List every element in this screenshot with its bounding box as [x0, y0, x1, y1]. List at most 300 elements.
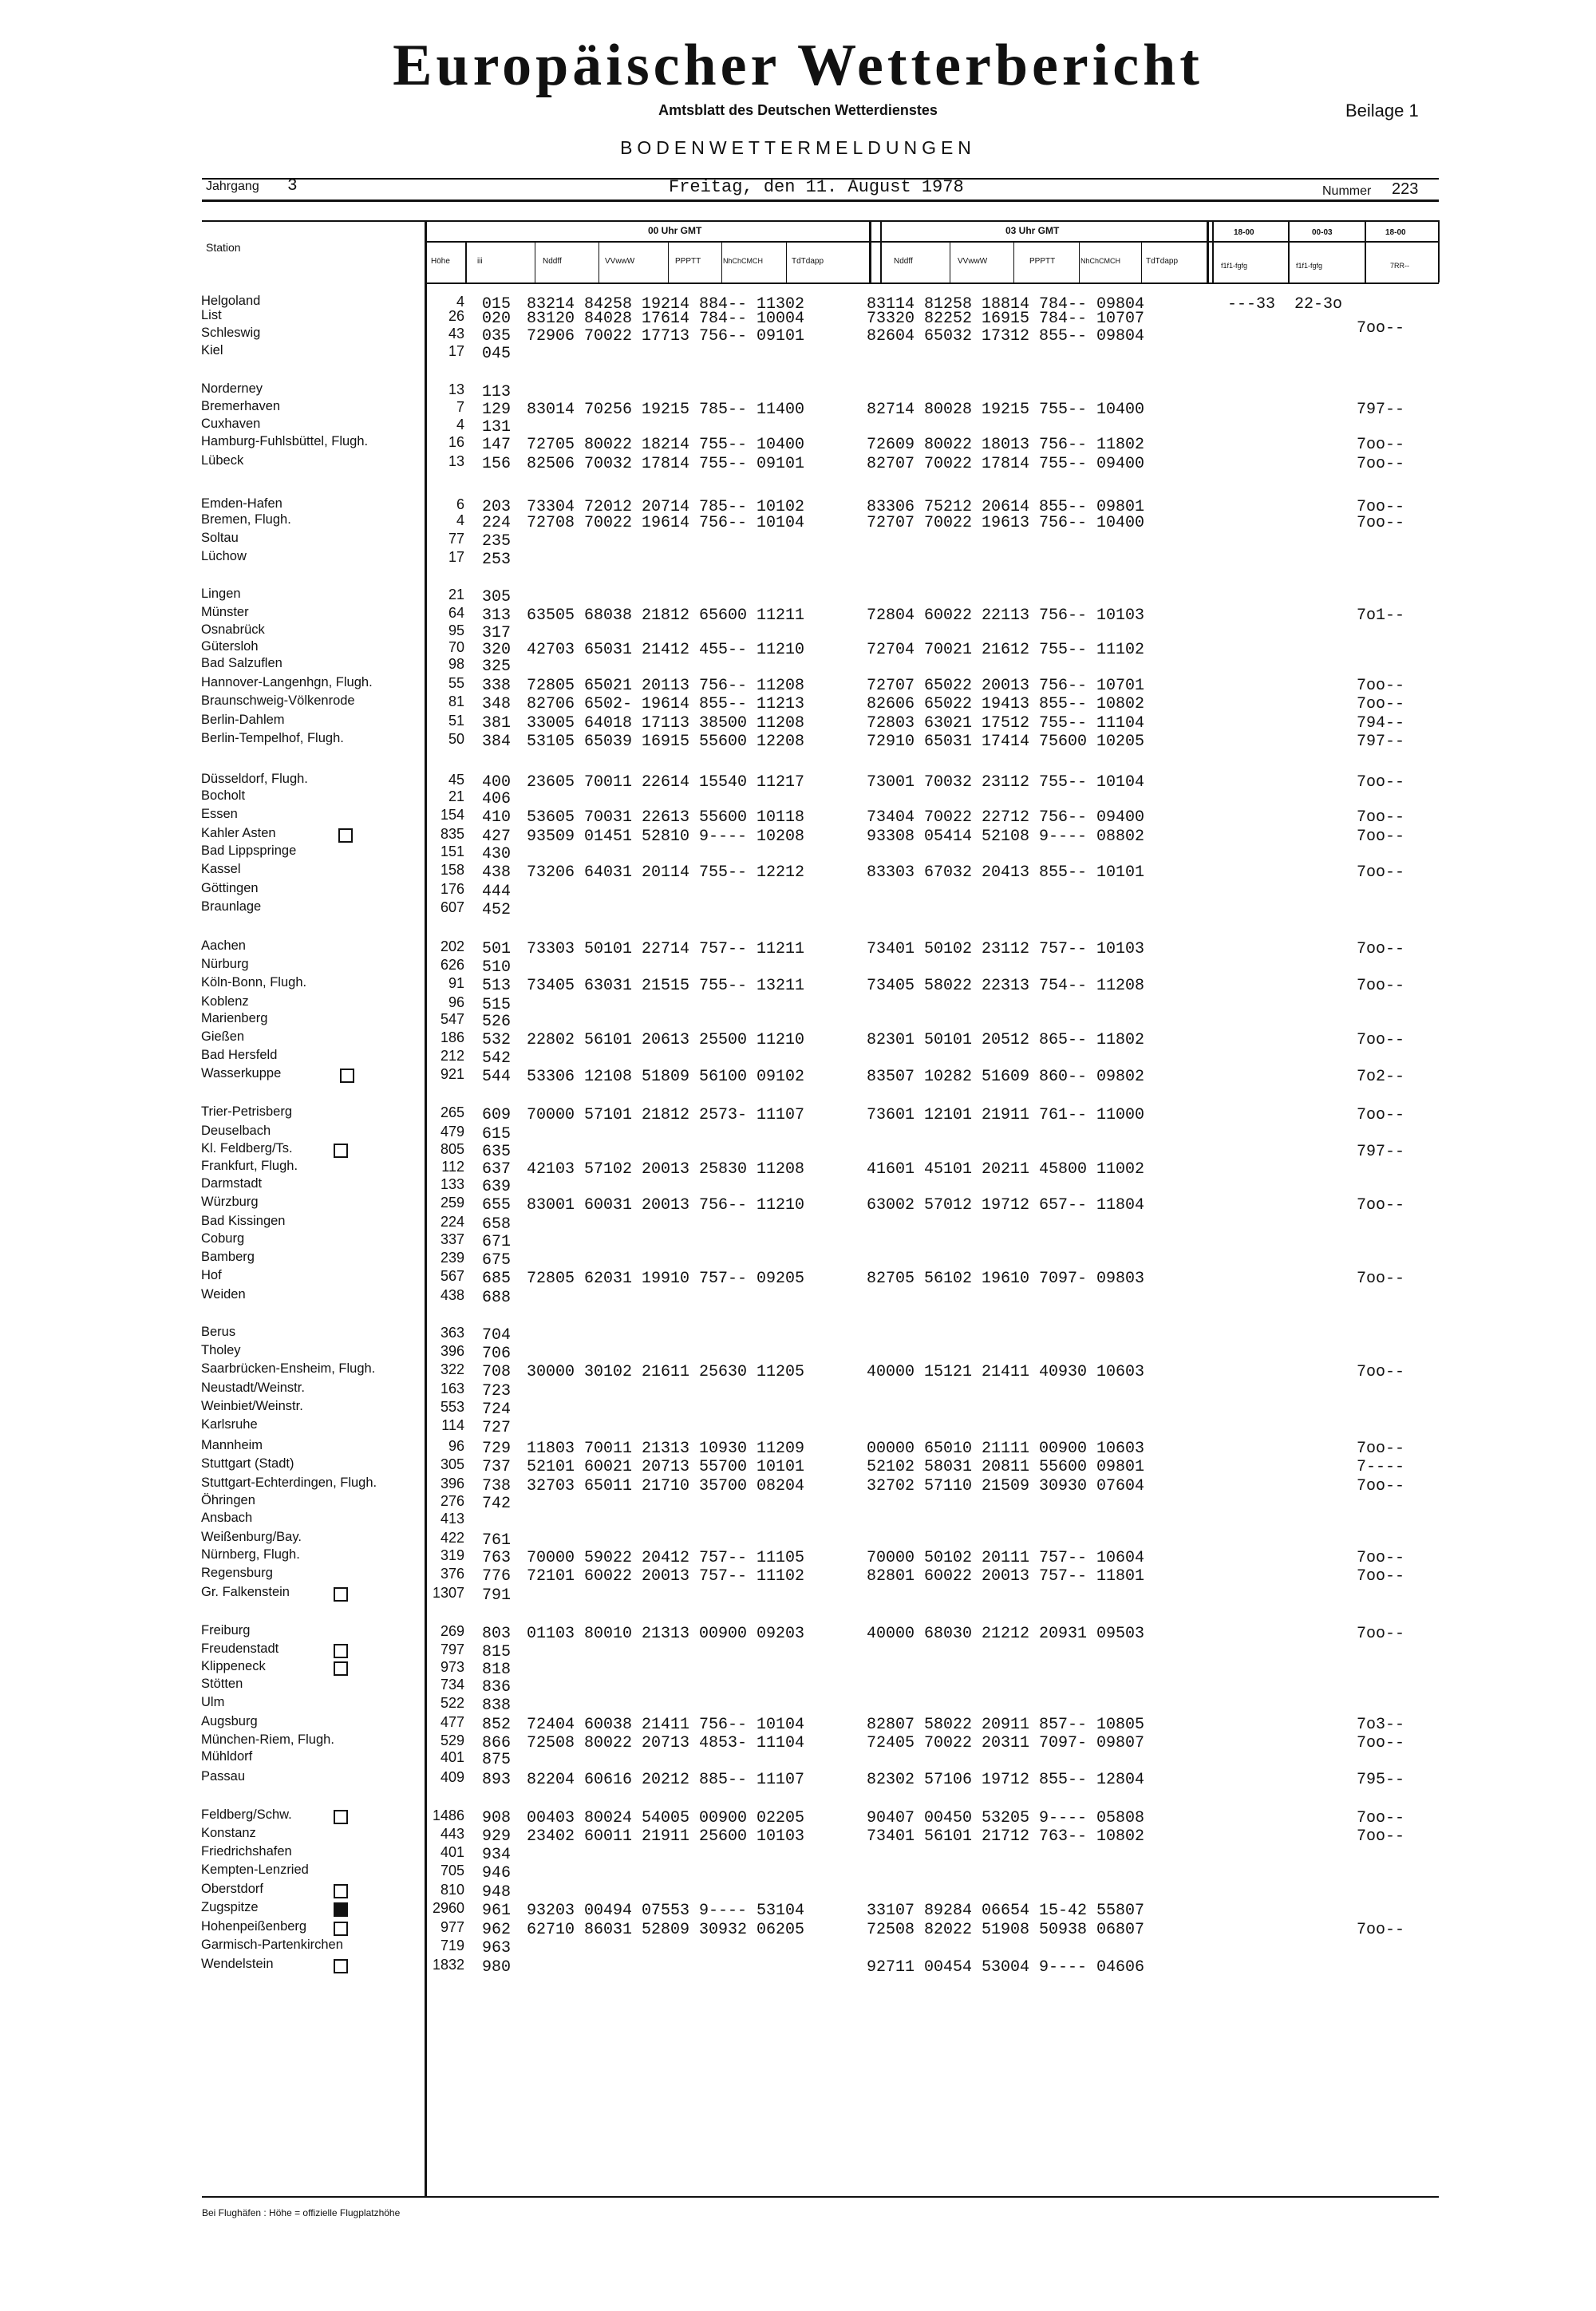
station-index: 929 — [482, 1827, 512, 1846]
station-index: 510 — [482, 958, 512, 977]
remark-group: 797-- — [1357, 401, 1405, 419]
station-name: Darmstadt — [201, 1176, 263, 1191]
station-index: 704 — [482, 1326, 512, 1345]
col-right-1: 18-00 — [1234, 228, 1254, 237]
station-height: 96 — [448, 1438, 464, 1454]
station-height: 95 — [448, 622, 464, 638]
vline-d4 — [1141, 241, 1142, 282]
station-name: List — [201, 308, 222, 322]
square-icon — [334, 1644, 348, 1658]
obs-03-gmt: 72508 82022 51908 50938 06807 — [867, 1921, 1145, 1939]
obs-03-gmt: 70000 50102 20111 757-- 10604 — [867, 1549, 1145, 1567]
station-name: Bad Kissingen — [201, 1214, 286, 1228]
station-index: 963 — [482, 1939, 512, 1957]
remark-group: 7oo-- — [1357, 1106, 1405, 1124]
station-name: Wendelstein — [201, 1957, 274, 1971]
obs-03-gmt: 93308 05414 52108 9---- 08802 — [867, 828, 1145, 846]
station-height: 363 — [440, 1325, 464, 1341]
vline-c3 — [668, 241, 669, 282]
station-height: 1307 — [432, 1585, 464, 1601]
square-icon — [340, 1069, 354, 1083]
vline-d3 — [1079, 241, 1080, 282]
remark-group: 7o1-- — [1357, 606, 1405, 625]
station-name: Kempten-Lenzried — [201, 1863, 309, 1877]
station-height: 186 — [440, 1029, 464, 1045]
col-right-3b: 7RR-- — [1390, 262, 1409, 270]
station-index: 513 — [482, 977, 512, 995]
station-index: 609 — [482, 1106, 512, 1124]
station-index: 325 — [482, 658, 512, 676]
station-height: 98 — [448, 656, 464, 672]
station-index: 934 — [482, 1846, 512, 1864]
square-icon — [334, 1810, 348, 1824]
station-height: 1832 — [432, 1957, 464, 1973]
obs-00-gmt: 70000 59022 20412 757-- 11105 — [527, 1549, 805, 1567]
vline-03-end — [1207, 220, 1209, 282]
station-height: 4 — [456, 417, 464, 433]
station-height: 401 — [440, 1749, 464, 1765]
square-icon — [334, 1587, 348, 1602]
station-name: Öhringen — [201, 1493, 255, 1507]
station-height: 96 — [448, 994, 464, 1010]
station-index: 866 — [482, 1734, 512, 1752]
col-b-tdtd: TdTdapp — [1146, 257, 1179, 266]
station-index: 961 — [482, 1902, 512, 1920]
col-right-2: 00-03 — [1312, 228, 1333, 237]
station-height: 91 — [448, 975, 464, 991]
station-name: Kahler Asten — [201, 826, 276, 840]
station-height: 305 — [440, 1456, 464, 1472]
remark-group: 7oo-- — [1357, 1827, 1405, 1846]
station-name: Freiburg — [201, 1623, 251, 1637]
remark-group: 7oo-- — [1357, 1549, 1405, 1567]
station-index: 035 — [482, 327, 512, 346]
remark-group: 7o2-- — [1357, 1068, 1405, 1086]
station-height: 977 — [440, 1919, 464, 1935]
obs-00-gmt: 72508 80022 20713 4853- 11104 — [527, 1734, 805, 1752]
station-name: Aachen — [201, 938, 246, 953]
station-name: Mannheim — [201, 1438, 263, 1452]
station-index: 738 — [482, 1477, 512, 1495]
station-height: 553 — [440, 1399, 464, 1415]
station-index: 893 — [482, 1771, 512, 1789]
station-index: 113 — [482, 383, 512, 401]
beilage-label: Beilage 1 — [1345, 101, 1419, 120]
station-name: Düsseldorf, Flugh. — [201, 772, 308, 786]
station-index: 838 — [482, 1697, 512, 1715]
station-name: Bocholt — [201, 788, 246, 803]
obs-00-gmt: 33005 64018 17113 38500 11208 — [527, 714, 805, 733]
station-height: 55 — [448, 675, 464, 691]
station-height: 921 — [440, 1066, 464, 1082]
square-icon — [334, 1959, 348, 1973]
station-name: Trier-Petrisberg — [201, 1104, 292, 1119]
vline-03-start — [880, 220, 882, 282]
col-right-1b: f1f1-fgfg — [1221, 262, 1248, 270]
col-station: Station — [206, 241, 241, 254]
remark-group: 7oo-- — [1357, 1031, 1405, 1049]
rule-date — [202, 199, 1439, 202]
obs-00-gmt: 82506 70032 17814 755-- 09101 — [527, 455, 805, 473]
station-name: Bad Hersfeld — [201, 1048, 278, 1062]
station-index: 706 — [482, 1345, 512, 1363]
station-name: Lübeck — [201, 453, 244, 468]
obs-03-gmt: 72910 65031 17414 75600 10205 — [867, 733, 1145, 751]
nummer-value: 223 — [1392, 180, 1419, 198]
station-name: Freudenstadt — [201, 1641, 279, 1656]
station-index: 655 — [482, 1196, 512, 1215]
station-index: 723 — [482, 1382, 512, 1400]
station-height: 1486 — [432, 1807, 464, 1823]
section-title: BODENWETTERMELDUNGEN — [620, 137, 976, 158]
station-height: 112 — [441, 1159, 464, 1175]
station-height: 51 — [448, 713, 464, 729]
station-height: 114 — [441, 1417, 464, 1433]
footnote: Bei Flughäfen : Höhe = offizielle Flugplatzhöhe — [202, 2207, 401, 2218]
station-name: Braunschweig-Völkenrode — [201, 693, 355, 708]
remark-group: 7---- — [1357, 1458, 1405, 1476]
station-index: 776 — [482, 1567, 512, 1586]
remark-group: 797-- — [1357, 1143, 1405, 1161]
remark-group: 7oo-- — [1357, 1625, 1405, 1643]
station-index: 147 — [482, 436, 512, 454]
station-height: 21 — [448, 788, 464, 804]
square-icon — [334, 1884, 348, 1898]
station-name: Ansbach — [201, 1511, 253, 1525]
station-height: 4 — [456, 294, 464, 310]
station-height: 401 — [440, 1844, 464, 1860]
obs-03-gmt: 73405 58022 22313 754-- 11208 — [867, 977, 1145, 995]
remark-group: 797-- — [1357, 733, 1405, 751]
vline-hoehe — [465, 241, 467, 282]
station-height: 158 — [440, 862, 464, 878]
station-name: Regensburg — [201, 1566, 273, 1580]
obs-00-gmt: 72404 60038 21411 756-- 10104 — [527, 1716, 805, 1734]
station-name: Gr. Falkenstein — [201, 1585, 290, 1599]
vline-right-end — [1438, 220, 1440, 282]
obs-03-gmt: 73001 70032 23112 755-- 10104 — [867, 773, 1145, 792]
station-index: 438 — [482, 863, 512, 882]
obs-03-gmt: 73404 70022 22712 756-- 09400 — [867, 808, 1145, 827]
station-index: 724 — [482, 1400, 512, 1419]
station-index: 742 — [482, 1495, 512, 1513]
remark-group: 7oo-- — [1357, 940, 1405, 958]
obs-00-gmt: 83214 84258 19214 884-- 11302 — [527, 295, 805, 314]
station-height: 4 — [456, 512, 464, 528]
station-height: 413 — [440, 1511, 464, 1527]
station-height: 477 — [440, 1714, 464, 1730]
station-height: 805 — [440, 1141, 464, 1157]
station-height: 64 — [448, 605, 464, 621]
issue-date: Freitag, den 11. August 1978 — [669, 177, 964, 197]
obs-03-gmt: 73401 56101 21712 763-- 10802 — [867, 1827, 1145, 1846]
station-index: 400 — [482, 773, 512, 792]
station-index: 815 — [482, 1643, 512, 1661]
station-index: 015 — [482, 295, 512, 314]
obs-03-gmt: 73401 50102 23112 757-- 10103 — [867, 940, 1145, 958]
station-index: 875 — [482, 1751, 512, 1769]
col-b-nh: NhChCMCH — [1080, 257, 1121, 265]
station-name: Wasserkuppe — [201, 1066, 282, 1080]
station-height: 77 — [448, 531, 464, 547]
station-index: 320 — [482, 641, 512, 659]
obs-00-gmt: 83120 84028 17614 784-- 10004 — [527, 310, 805, 328]
station-index: 635 — [482, 1143, 512, 1161]
station-height: 7 — [456, 399, 464, 415]
station-name: Mühldorf — [201, 1749, 253, 1764]
station-index: 637 — [482, 1160, 512, 1179]
remark-group: 7oo-- — [1357, 677, 1405, 695]
col-b-nddff: Nddff — [894, 257, 913, 266]
station-height: 396 — [440, 1475, 464, 1491]
obs-03-gmt: 73601 12101 21911 761-- 11000 — [867, 1106, 1145, 1124]
remark-group: 7oo-- — [1357, 1921, 1405, 1939]
station-height: 259 — [440, 1195, 464, 1211]
obs-03-gmt: 82801 60022 20013 757-- 11801 — [867, 1567, 1145, 1586]
station-index: 708 — [482, 1363, 512, 1381]
filled-square-icon — [334, 1902, 348, 1917]
station-index: 791 — [482, 1586, 512, 1605]
col-a-nh: NhChCMCH — [723, 257, 764, 265]
station-height: 276 — [440, 1493, 464, 1509]
station-name: Nürnberg, Flugh. — [201, 1547, 300, 1562]
remark-group: 7oo-- — [1357, 1270, 1405, 1288]
obs-00-gmt: 73206 64031 20114 755-- 12212 — [527, 863, 805, 882]
station-name: Nürburg — [201, 957, 249, 971]
station-index: 348 — [482, 695, 512, 713]
obs-00-gmt: 62710 86031 52809 30932 06205 — [527, 1921, 805, 1939]
obs-00-gmt: 73303 50101 22714 757-- 11211 — [527, 940, 805, 958]
remark-group: 7oo-- — [1357, 319, 1405, 338]
station-index: 946 — [482, 1864, 512, 1882]
col-right-3: 18-00 — [1385, 228, 1406, 237]
station-name: Göttingen — [201, 881, 259, 895]
station-index: 253 — [482, 551, 512, 569]
station-height: 422 — [440, 1530, 464, 1546]
vline-d2 — [1013, 241, 1014, 282]
vline-c2 — [598, 241, 599, 282]
station-name: Emden-Hafen — [201, 496, 282, 511]
station-index: 313 — [482, 606, 512, 625]
station-name: Weinbiet/Weinstr. — [201, 1399, 303, 1413]
group-03-gmt: 03 Uhr GMT — [1005, 225, 1060, 236]
obs-03-gmt: 33107 89284 06654 15-42 55807 — [867, 1902, 1145, 1920]
station-height: 163 — [440, 1381, 464, 1396]
station-index: 444 — [482, 883, 512, 901]
obs-00-gmt: 53105 65039 16915 55600 12208 — [527, 733, 805, 751]
station-name: Lüchow — [201, 549, 247, 563]
station-height: 522 — [440, 1695, 464, 1711]
station-index: 305 — [482, 588, 512, 606]
station-index: 688 — [482, 1289, 512, 1307]
remark-group: 7oo-- — [1357, 1734, 1405, 1752]
obs-00-gmt: 93203 00494 07553 9---- 53104 — [527, 1902, 805, 1920]
obs-00-gmt: 00403 80024 54005 00900 02205 — [527, 1809, 805, 1827]
station-height: 443 — [440, 1826, 464, 1842]
obs-00-gmt: 70000 57101 21812 2573- 11107 — [527, 1106, 805, 1124]
station-name: Münster — [201, 605, 249, 619]
station-name: Helgoland — [201, 294, 261, 308]
station-index: 427 — [482, 828, 512, 846]
station-index: 452 — [482, 901, 512, 919]
station-index: 980 — [482, 1958, 512, 1977]
station-index: 852 — [482, 1716, 512, 1734]
col-a-nddff: Nddff — [543, 257, 562, 266]
station-height: 6 — [456, 496, 464, 512]
station-name: Klippeneck — [201, 1659, 266, 1673]
station-index: 962 — [482, 1921, 512, 1939]
col-iii: iii — [477, 257, 483, 266]
station-index: 338 — [482, 677, 512, 695]
obs-00-gmt: 01103 80010 21313 00900 09203 — [527, 1625, 805, 1643]
station-height: 719 — [440, 1938, 464, 1953]
station-index: 317 — [482, 624, 512, 642]
station-name: Osnabrück — [201, 622, 265, 637]
station-index: 675 — [482, 1251, 512, 1270]
rule-header-bottom — [426, 282, 1439, 284]
vline-station — [425, 220, 427, 2198]
jahrgang-value: 3 — [287, 177, 298, 196]
remark-group: 7oo-- — [1357, 514, 1405, 532]
station-index: 727 — [482, 1419, 512, 1437]
station-name: Hof — [201, 1268, 222, 1282]
obs-00-gmt: 63505 68038 21812 65600 11211 — [527, 606, 805, 625]
station-name: Stötten — [201, 1677, 243, 1691]
station-name: Hohenpeißenberg — [201, 1919, 307, 1934]
station-height: 50 — [448, 731, 464, 747]
obs-03-gmt: 82705 56102 19610 7097- 09803 — [867, 1270, 1145, 1288]
station-index: 526 — [482, 1013, 512, 1031]
obs-03-gmt: 90407 00450 53205 9---- 05808 — [867, 1809, 1145, 1827]
remark-group: 7oo-- — [1357, 808, 1405, 827]
vline-right-2 — [1365, 220, 1366, 282]
obs-00-gmt: 83014 70256 19215 785-- 11400 — [527, 401, 805, 419]
station-height: 438 — [440, 1287, 464, 1303]
station-name: Norderney — [201, 381, 263, 396]
station-name: Weißenburg/Bay. — [201, 1530, 302, 1544]
remark-group: 7oo-- — [1357, 828, 1405, 846]
station-name: Schleswig — [201, 326, 261, 340]
obs-00-gmt: 83001 60031 20013 756-- 11210 — [527, 1196, 805, 1215]
obs-03-gmt: 82606 65022 19413 855-- 10802 — [867, 695, 1145, 713]
station-height: 376 — [440, 1566, 464, 1582]
station-index: 131 — [482, 418, 512, 437]
station-name: Kassel — [201, 862, 241, 876]
obs-00-gmt: 73304 72012 20714 785-- 10102 — [527, 498, 805, 516]
station-height: 319 — [440, 1547, 464, 1563]
station-name: Braunlage — [201, 899, 262, 914]
station-name: Würzburg — [201, 1195, 259, 1209]
station-height: 151 — [440, 843, 464, 859]
station-name: Garmisch-Partenkirchen — [201, 1938, 343, 1952]
station-index: 515 — [482, 996, 512, 1014]
obs-03-gmt: 72707 70022 19613 756-- 10400 — [867, 514, 1145, 532]
col-a-tdtd: TdTdapp — [792, 257, 824, 266]
station-index: 729 — [482, 1440, 512, 1458]
station-name: Oberstdorf — [201, 1882, 263, 1896]
obs-03-gmt: 83306 75212 20614 855-- 09801 — [867, 498, 1145, 516]
station-height: 176 — [440, 881, 464, 897]
obs-03-gmt: 92711 00454 53004 9---- 04606 — [867, 1958, 1145, 1977]
station-height: 17 — [448, 343, 464, 359]
station-index: 224 — [482, 514, 512, 532]
station-name: Koblenz — [201, 994, 249, 1009]
square-icon — [334, 1922, 348, 1936]
station-height: 810 — [440, 1882, 464, 1898]
station-name: Konstanz — [201, 1826, 256, 1840]
station-name: Bremerhaven — [201, 399, 281, 413]
station-index: 406 — [482, 790, 512, 808]
remark-group: 794-- — [1357, 714, 1405, 733]
station-height: 547 — [440, 1011, 464, 1027]
station-index: 671 — [482, 1233, 512, 1251]
remark-group: 7oo-- — [1357, 1363, 1405, 1381]
station-name: Karlsruhe — [201, 1417, 258, 1432]
obs-03-gmt: 63002 57012 19712 657-- 11804 — [867, 1196, 1145, 1215]
remark-group: 7o3-- — [1357, 1716, 1405, 1734]
obs-00-gmt: 72805 65021 20113 756-- 11208 — [527, 677, 805, 695]
station-name: Neustadt/Weinstr. — [201, 1381, 305, 1395]
obs-00-gmt: 53605 70031 22613 55600 10118 — [527, 808, 805, 827]
rule-header-top — [202, 220, 1439, 222]
remark-group: 7oo-- — [1357, 455, 1405, 473]
station-height: 81 — [448, 693, 464, 709]
station-height: 239 — [440, 1250, 464, 1266]
vline-00-end — [869, 220, 871, 282]
station-height: 2960 — [432, 1900, 464, 1916]
station-name: Berlin-Tempelhof, Flugh. — [201, 731, 344, 745]
station-height: 154 — [440, 807, 464, 823]
obs-00-gmt: 23605 70011 22614 15540 11217 — [527, 773, 805, 792]
station-name: Lingen — [201, 587, 241, 601]
station-height: 26 — [448, 308, 464, 324]
station-height: 322 — [440, 1361, 464, 1377]
vline-right-start — [1212, 220, 1214, 282]
page-title: Europäischer Wetterbericht — [393, 33, 1203, 98]
station-index: 129 — [482, 401, 512, 419]
station-name: Kiel — [201, 343, 223, 358]
obs-03-gmt: 82301 50101 20512 865-- 11802 — [867, 1031, 1145, 1049]
station-height: 17 — [448, 549, 464, 565]
station-height: 16 — [448, 434, 464, 450]
station-index: 908 — [482, 1809, 512, 1827]
remark-group: 7oo-- — [1357, 1809, 1405, 1827]
station-name: Frankfurt, Flugh. — [201, 1159, 298, 1173]
col-a-ppptt: PPPTT — [675, 257, 701, 266]
station-name: Hamburg-Fuhlsbüttel, Flugh. — [201, 434, 369, 448]
station-name: Marienberg — [201, 1011, 268, 1025]
obs-00-gmt: 93509 01451 52810 9---- 10208 — [527, 828, 805, 846]
station-name: Köln-Bonn, Flugh. — [201, 975, 307, 990]
station-height: 626 — [440, 957, 464, 973]
station-index: 818 — [482, 1661, 512, 1679]
remark-group: 7oo-- — [1357, 863, 1405, 882]
obs-03-gmt: 82707 70022 17814 755-- 09400 — [867, 455, 1145, 473]
station-name: Hannover-Langenhgn, Flugh. — [201, 675, 373, 689]
station-name: Zugspitze — [201, 1900, 259, 1914]
obs-00-gmt: 52101 60021 20713 55700 10101 — [527, 1458, 805, 1476]
station-name: Passau — [201, 1769, 246, 1784]
station-name: Stuttgart (Stadt) — [201, 1456, 294, 1471]
station-height: 396 — [440, 1343, 464, 1359]
obs-03-gmt: 72803 63021 17512 755-- 11104 — [867, 714, 1145, 733]
obs-00-gmt: 23402 60011 21911 25600 10103 — [527, 1827, 805, 1846]
obs-00-gmt: 72705 80022 18214 755-- 10400 — [527, 436, 805, 454]
station-index: 235 — [482, 532, 512, 551]
station-name: Stuttgart-Echterdingen, Flugh. — [201, 1475, 377, 1490]
square-icon — [338, 828, 353, 843]
station-index: 948 — [482, 1883, 512, 1902]
